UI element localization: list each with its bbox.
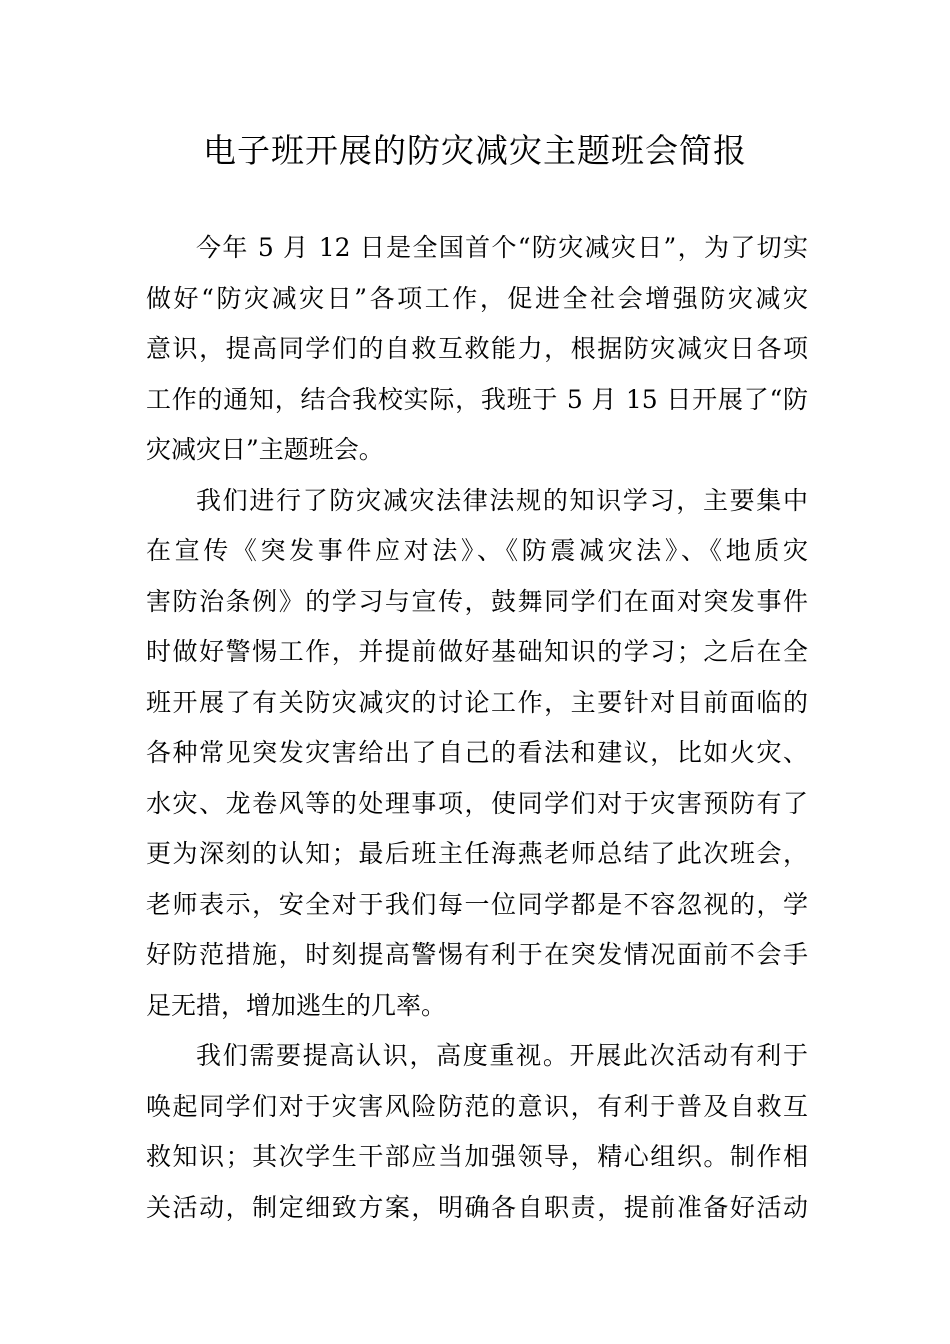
paragraph-line: 我们进行了防灾减灾法律法规的知识学习，主要集中	[196, 485, 808, 515]
paragraph-line: 水灾、龙卷风等的处理事项，使同学们对于灾害预防有了	[146, 788, 808, 818]
paragraph-line: 做好“防灾减灾日”各项工作，促进全社会增强防灾减灾	[146, 283, 808, 313]
paragraph-line: 在宣传《突发事件应对法》、《防震减灾法》、《地质灾	[146, 536, 808, 565]
paragraph-line: 时做好警惕工作，并提前做好基础知识的学习；之后在全	[146, 637, 808, 666]
paragraph-line: 老师表示，安全对于我们每一位同学都是不容忽视的，学	[146, 889, 808, 919]
paragraph-line: 今年 5 月 12 日是全国首个“防灾减灾日”，为了切实	[196, 233, 808, 262]
document-body	[146, 223, 808, 1233]
paragraph-2	[146, 476, 808, 1032]
paragraph-line: 好防范措施，时刻提高警惕有利于在突发情况面前不会手	[146, 940, 808, 969]
paragraph-1	[146, 223, 808, 476]
paragraph-3	[146, 1031, 808, 1233]
document-title: 电子班开展的防灾减灾主题班会简报	[203, 131, 747, 170]
paragraph-line: 更为深刻的认知；最后班主任海燕老师总结了此次班会，	[146, 839, 808, 868]
paragraph-line: 各种常见突发灾害给出了自己的看法和建议，比如火灾、	[146, 738, 808, 767]
paragraph-line: 足无措，增加逃生的几率。	[146, 990, 447, 1020]
paragraph-line: 救知识；其次学生干部应当加强领导，精心组织。制作相	[146, 1142, 808, 1171]
paragraph-line: 关活动，制定细致方案，明确各自职责，提前准备好活动	[146, 1192, 808, 1222]
paragraph-line: 害防治条例》的学习与宣传，鼓舞同学们在面对突发事件	[146, 586, 808, 616]
paragraph-line: 唤起同学们对于灾害风险防范的意识，有利于普及自救互	[146, 1091, 808, 1121]
paragraph-line: 班开展了有关防灾减灾的讨论工作，主要针对目前面临的	[146, 687, 808, 717]
paragraph-line: 工作的通知，结合我校实际，我班于 5 月 15 日开展了“防	[146, 384, 808, 414]
paragraph-line: 意识，提高同学们的自救互救能力，根据防灾减灾日各项	[146, 334, 808, 363]
paragraph-line: 灾减灾日”主题班会。	[146, 435, 384, 464]
paragraph-line: 我们需要提高认识，高度重视。开展此次活动有利于	[196, 1041, 808, 1070]
